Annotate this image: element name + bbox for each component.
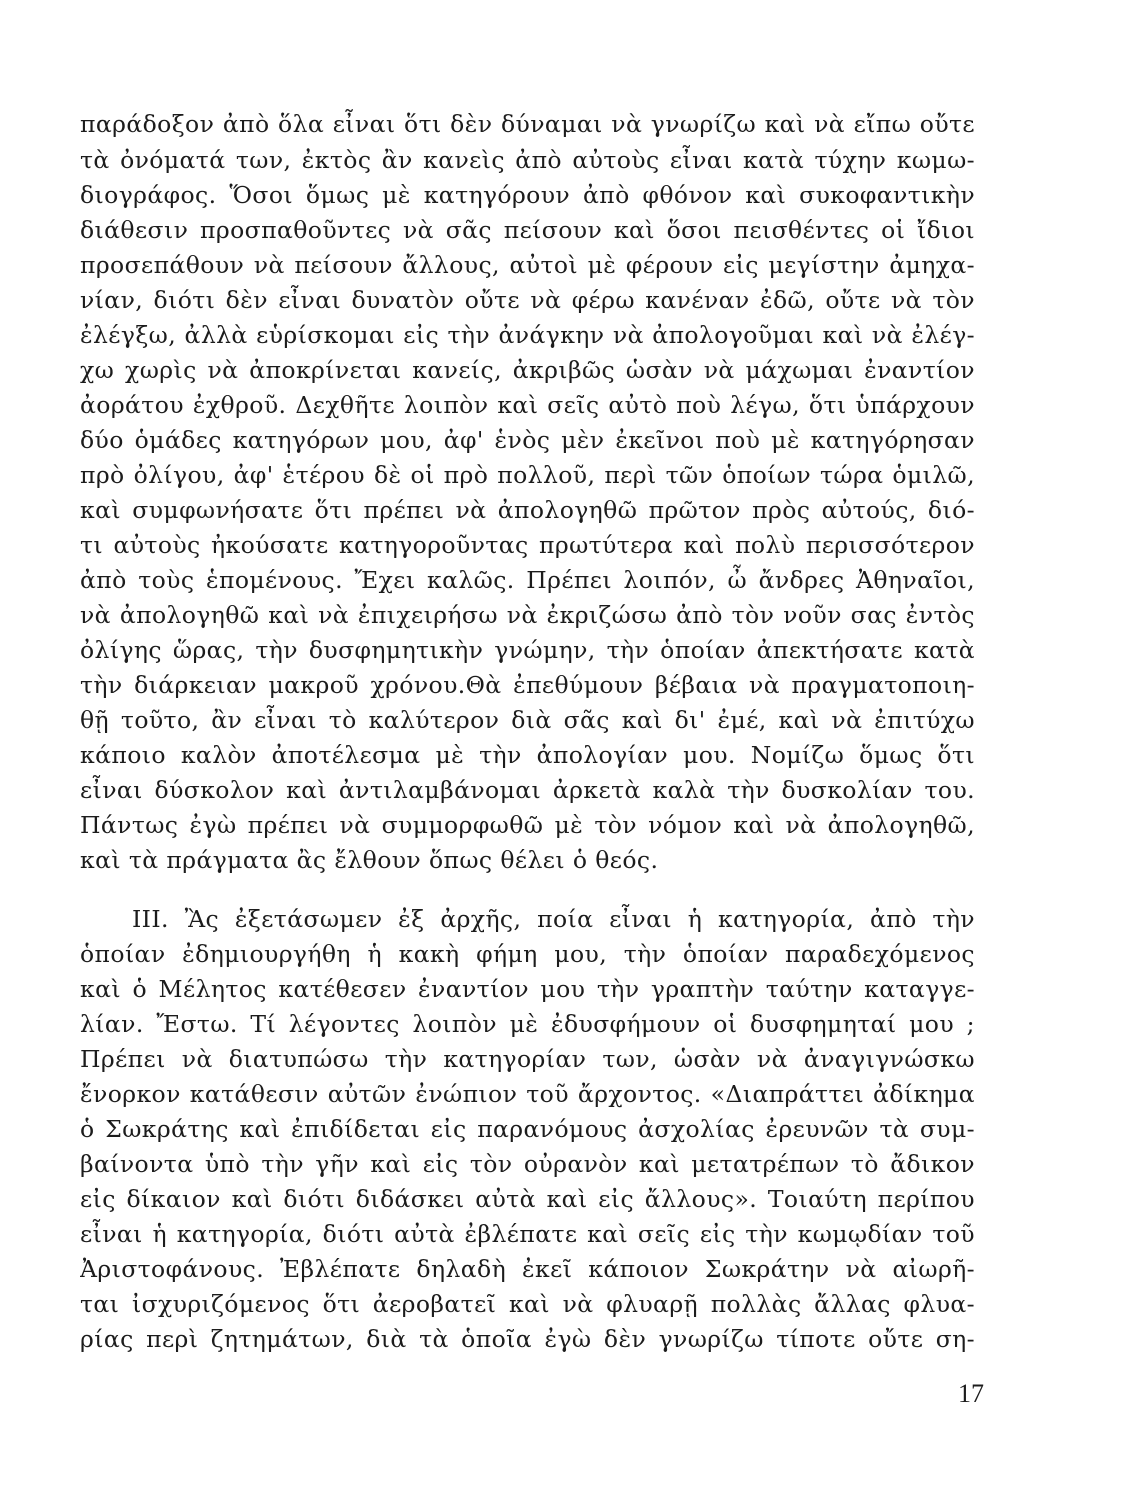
text-line: ἀοράτου ἐχθροῦ. Δεχθῆτε λοιπὸν καὶ σεῖς αὐτὸ ποὺ λέγω, ὅτι ὑπάρχουν (80, 391, 975, 419)
text-line: λίαν. Ἔστω. Τί λέγοντες λοιπὸν μὲ ἐδυσφήμουν οἱ δυσφημηταί μου ; (80, 1010, 975, 1038)
text-line: III. Ἂς ἐξετάσωμεν ἐξ ἀρχῆς, ποία εἶναι ἡ κατηγορία, ἀπὸ τὴν (132, 905, 975, 933)
text-line: προσεπάθουν νὰ πείσουν ἄλλους, αὐτοὶ μὲ φέρουν εἰς μεγίστην ἀμηχα- (80, 251, 975, 279)
text-line: εἶναι δύσκολον καὶ ἀντιλαμβάνομαι ἀρκετὰ καλὰ τὴν δυσκολίαν του. (80, 776, 975, 804)
text-line: κάποιο καλὸν ἀποτέλεσμα μὲ τὴν ἀπολογίαν μου. Νομίζω ὅμως ὅτι (80, 741, 975, 769)
text-line: εἰς δίκαιον καὶ διότι διδάσκει αὐτὰ καὶ εἰς ἄλλους». Τοιαύτη περίπου (80, 1185, 975, 1213)
text-line: διάθεσιν προσπαθοῦντες νὰ σᾶς πείσουν καὶ ὅσοι πεισθέντες οἱ ἴδιοι (80, 216, 975, 244)
text-line: παράδοξον ἀπὸ ὅλα εἶναι ὅτι δὲν δύναμαι νὰ γνωρίζω καὶ νὰ εἴπω οὔτε (80, 110, 975, 138)
text-line: θῇ τοῦτο, ἂν εἶναι τὸ καλύτερον διὰ σᾶς καὶ δι' ἐμέ, καὶ νὰ ἐπιτύχω (80, 706, 975, 734)
text-line: πρὸ ὀλίγου, ἀφ' ἑτέρου δὲ οἱ πρὸ πολλοῦ, περὶ τῶν ὁποίων τώρα ὁμιλῶ, (80, 461, 975, 489)
text-line: ρίας περὶ ζητημάτων, διὰ τὰ ὁποῖα ἐγὼ δὲν γνωρίζω τίποτε οὔτε ση- (80, 1325, 975, 1353)
text-line: ὁ Σωκράτης καὶ ἐπιδίδεται εἰς παρανόμους ἀσχολίας ἐρευνῶν τὰ συμ- (80, 1115, 975, 1143)
text-line: καὶ συμφωνήσατε ὅτι πρέπει νὰ ἀπολογηθῶ πρῶτον πρὸς αὐτούς, διό- (80, 496, 975, 524)
text-line: Πρέπει νὰ διατυπώσω τὴν κατηγορίαν των, ὡσὰν νὰ ἀναγιγνώσκω (80, 1045, 975, 1073)
page-number: 17 (958, 1379, 984, 1408)
text-line: χω χωρὶς νὰ ἀποκρίνεται κανείς, ἀκριβῶς ὡσὰν νὰ μάχωμαι ἐναντίον (80, 356, 975, 384)
text-line: ἔνορκον κατάθεσιν αὐτῶν ἐνώπιον τοῦ ἄρχοντος. «Διαπράττει ἀδίκημα (80, 1080, 975, 1108)
text-line: Ἀριστοφάνους. Ἐβλέπατε δηλαδὴ ἐκεῖ κάποιον Σωκράτην νὰ αἰωρῆ- (80, 1255, 975, 1283)
text-line: νίαν, διότι δὲν εἶναι δυνατὸν οὔτε νὰ φέρω κανέναν ἐδῶ, οὔτε νὰ τὸν (80, 286, 975, 314)
text-line: ται ἰσχυριζόμενος ὅτι ἀεροβατεῖ καὶ νὰ φλυαρῇ πολλὰς ἄλλας φλυα- (80, 1290, 975, 1318)
text-line: ἀπὸ τοὺς ἑπομένους. Ἔχει καλῶς. Πρέπει λοιπόν, ὦ ἄνδρες Ἀθηναῖοι, (80, 566, 975, 594)
text-line: βαίνοντα ὑπὸ τὴν γῆν καὶ εἰς τὸν οὐρανὸν καὶ μετατρέπων τὸ ἄδικον (80, 1150, 975, 1178)
text-line: ἐλέγξω, ἀλλὰ εὑρίσκομαι εἰς τὴν ἀνάγκην νὰ ἀπολογοῦμαι καὶ νὰ ἐλέγ- (80, 321, 975, 349)
text-line: καὶ τὰ πράγματα ἂς ἔλθουν ὅπως θέλει ὁ θεός. (80, 846, 659, 874)
text-line: ὀλίγης ὥρας, τὴν δυσφημητικὴν γνώμην, τὴν ὁποίαν ἀπεκτήσατε κατὰ (80, 636, 975, 664)
text-line: τι αὐτοὺς ἠκούσατε κατηγοροῦντας πρωτύτερα καὶ πολὺ περισσότερον (80, 531, 975, 559)
text-line: δύο ὁμάδες κατηγόρων μου, ἀφ' ἑνὸς μὲν ἐκεῖνοι ποὺ μὲ κατηγόρησαν (80, 426, 975, 454)
text-line: τὴν διάρκειαν μακροῦ χρόνου.Θὰ ἐπεθύμουν βέβαια νὰ πραγματοποιη- (80, 671, 975, 699)
text-line: διογράφος. Ὅσοι ὅμως μὲ κατηγόρουν ἀπὸ φθόνον καὶ συκοφαντικὴν (80, 181, 975, 209)
text-line: εἶναι ἡ κατηγορία, διότι αὐτὰ ἐβλέπατε καὶ σεῖς εἰς τὴν κωμῳδίαν τοῦ (80, 1220, 975, 1248)
text-line: τὰ ὀνόματά των, ἐκτὸς ἂν κανεὶς ἀπὸ αὐτοὺς εἶναι κατὰ τύχην κωμω- (80, 146, 975, 174)
text-line: νὰ ἀπολογηθῶ καὶ νὰ ἐπιχειρήσω νὰ ἐκριζώσω ἀπὸ τὸν νοῦν σας ἐντὸς (80, 601, 975, 629)
text-line: ὁποίαν ἐδημιουργήθη ἡ κακὴ φήμη μου, τὴν ὁποίαν παραδεχόμενος (80, 940, 975, 968)
text-line: καὶ ὁ Μέλητος κατέθεσεν ἐναντίον μου τὴν γραπτὴν ταύτην καταγγε- (80, 975, 975, 1003)
text-line: Πάντως ἐγὼ πρέπει νὰ συμμορφωθῶ μὲ τὸν νόμον καὶ νὰ ἀπολογηθῶ, (80, 811, 975, 839)
